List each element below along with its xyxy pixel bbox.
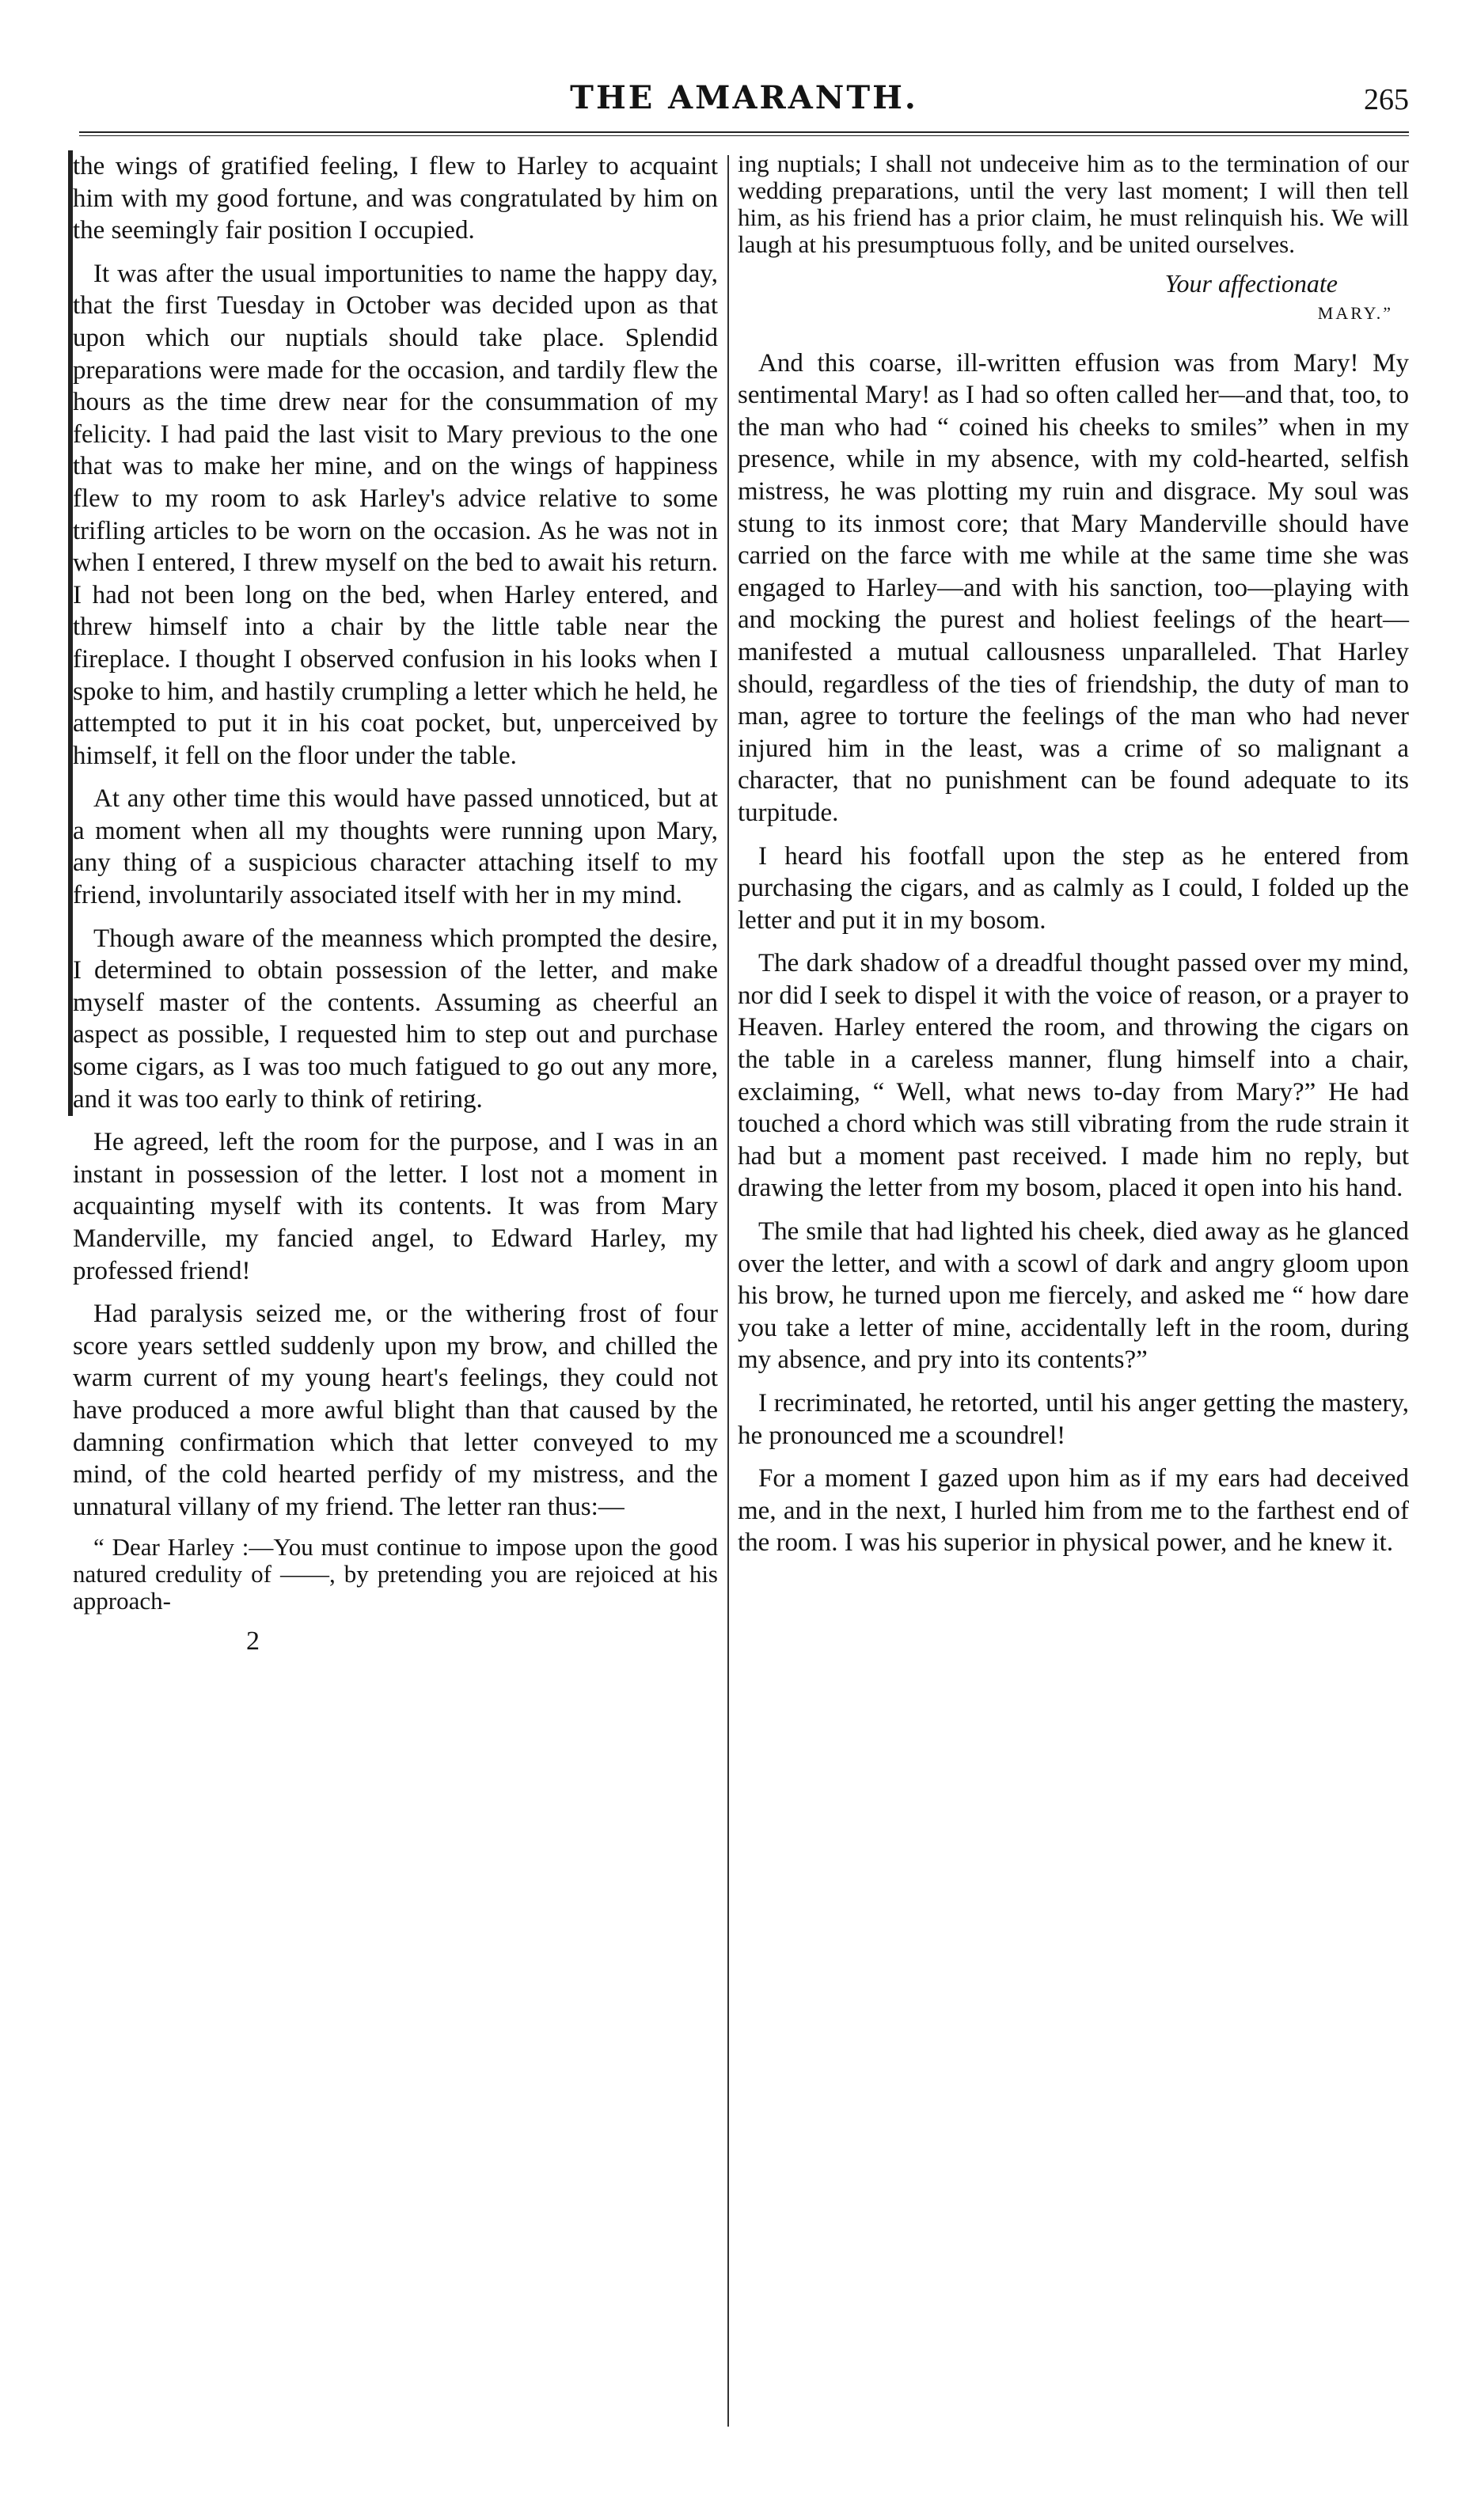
right-column <box>738 150 1409 1570</box>
paragraph: Though aware of the meanness which prompted the desire, I determined to obtain possession of the letter, and make myself master of the contents. Assuming as cheerful an aspect as possible, I requested him to step out and purchase some cigars, as I was too much fatigued to go out any more, and it was too early to think of retiring. <box>73 924 718 1114</box>
paragraph: The smile that had lighted his cheek, died away as he glanced over the letter, and with a scowl of dark and angry gloom upon his brow, he turned upon me fiercely, and asked me “ how dare you take a letter of mine, accidentally left in the room, during my absence, and pry into its contents?” <box>738 1217 1409 1375</box>
page-number: 265 <box>1364 83 1409 116</box>
paragraph: It was after the usual importunities to name the happy day, that the first Tuesday in October was decided upon as that upon which our nuptials should take place. Splendid preparations were made for the occasion, and tardily flew the hours as the time drew near for the consummation of my felicity. I had paid the last visit to Mary previous to the one that was to make her mine, and on the wings of happiness flew to my room to ask Harley's advice relative to some trifling articles to be worn on the occasion. As he was not in when I entered, I threw myself on the bed to await his return. I had not been long on the bed, when Harley entered, and threw himself into a chair by the little table near the fireplace. I thought I observed confusion in his looks when I spoke to him, and hastily crumpling a letter which he held, he attempted to put it in his coat pocket, but, unperceived by himself, it fell on the floor under the table. <box>73 259 718 770</box>
running-header <box>79 76 1409 139</box>
header-rule <box>79 131 1409 136</box>
left-column <box>73 150 718 1658</box>
paragraph: Had paralysis seized me, or the withering frost of four score years settled suddenly upon my brow, and chilled the warm current of my young heart's feelings, they could not have produced a more awful blight than that caused by the damning confirmation which that letter conveyed to my mind, of the cold hearted perfidy of my mistress, and the unnatural villany of my friend. The letter ran thus:— <box>73 1300 718 1521</box>
paragraph: And this coarse, ill-written effusion was from Mary! My sentimental Mary! as I had so often called her—and that, too, to the man who had “ coined his cheeks to smiles” when in my presence, while in my absence, with my cold-hearted, selfish mistress, he was plotting my ruin and disgrace. My soul was stung to its inmost core; that Mary Manderville should have carried on the farce with me while at the same time she was engaged to Harley—and with his sanction, too—playing with and mocking the purest and holiest feelings of the heart—manifested a mutual callousness unparalleled. That Harley should, regardless of the ties of friendship, the duty of man to man, agree to torture the feelings of the man who had never injured him in the least, was a crime of so malignant a character, that no punishment can be found adequate to its turpitude. <box>738 348 1409 827</box>
paragraph: The dark shadow of a dreadful thought passed over my mind, nor did I seek to dispel it with the voice of reason, or a prayer to Heaven. Harley entered the room, and throwing the cigars on the table in a careless manner, flung himself into a chair, exclaiming, “ Well, what news to-day from Mary?” He had touched a chord which was still vibrating from the rude strain it had but a moment past received. I made him no reply, but drawing the letter from my bosom, placed it open into his hand. <box>738 949 1409 1203</box>
paragraph: I heard his footfall upon the step as he entered from purchasing the cigars, and as calmly as I could, I folded up the letter and put it in my bosom. <box>738 841 1409 935</box>
paragraph: I recriminated, he retorted, until his anger getting the mastery, he pronounced me a scoundrel! <box>738 1389 1409 1450</box>
paragraph: For a moment I gazed upon him as if my ears had deceived me, and in the next, I hurled him from me to the farthest end of the room. I was his superior in physical power, and he knew it. <box>738 1464 1409 1558</box>
letter-signature: MARY.” <box>1317 303 1393 323</box>
paragraph: He agreed, left the room for the purpose, and I was in an instant in possession of the letter. I lost not a moment in acquainting myself with its contents. It was from Mary Manderville, my fancied angel, to Edward Harley, my professed friend! <box>73 1128 718 1285</box>
journal-title: THE AMARANTH. <box>570 79 918 116</box>
signature-mark: 2 <box>246 1626 260 1657</box>
letter-signoff: Your affectionate <box>1164 269 1338 298</box>
column-divider <box>727 155 729 2427</box>
paragraph: At any other time this would have passed unnoticed, but at a moment when all my thoughts were running upon Mary, any thing of a suspicious character attaching itself to my friend, involuntarily associated itself with her in my mind. <box>73 784 718 910</box>
letter-opening: “ Dear Harley :—You must continue to impose upon the good natured credulity of ——, by pretending you are rejoiced at his approach- <box>73 1533 718 1615</box>
paragraph: the wings of gratified feeling, I flew to Harley to acquaint him with my good fortune, and was congratulated by him on the seemingly fair position I occupied. <box>73 152 718 245</box>
letter-continuation: ing nuptials; I shall not undeceive him as to the termination of our wedding preparations, until the very last moment; I will then tell him, as his friend has a prior claim, he must relinquish his. We will laugh at his presumptuous folly, and be united ourselves. <box>738 150 1409 258</box>
